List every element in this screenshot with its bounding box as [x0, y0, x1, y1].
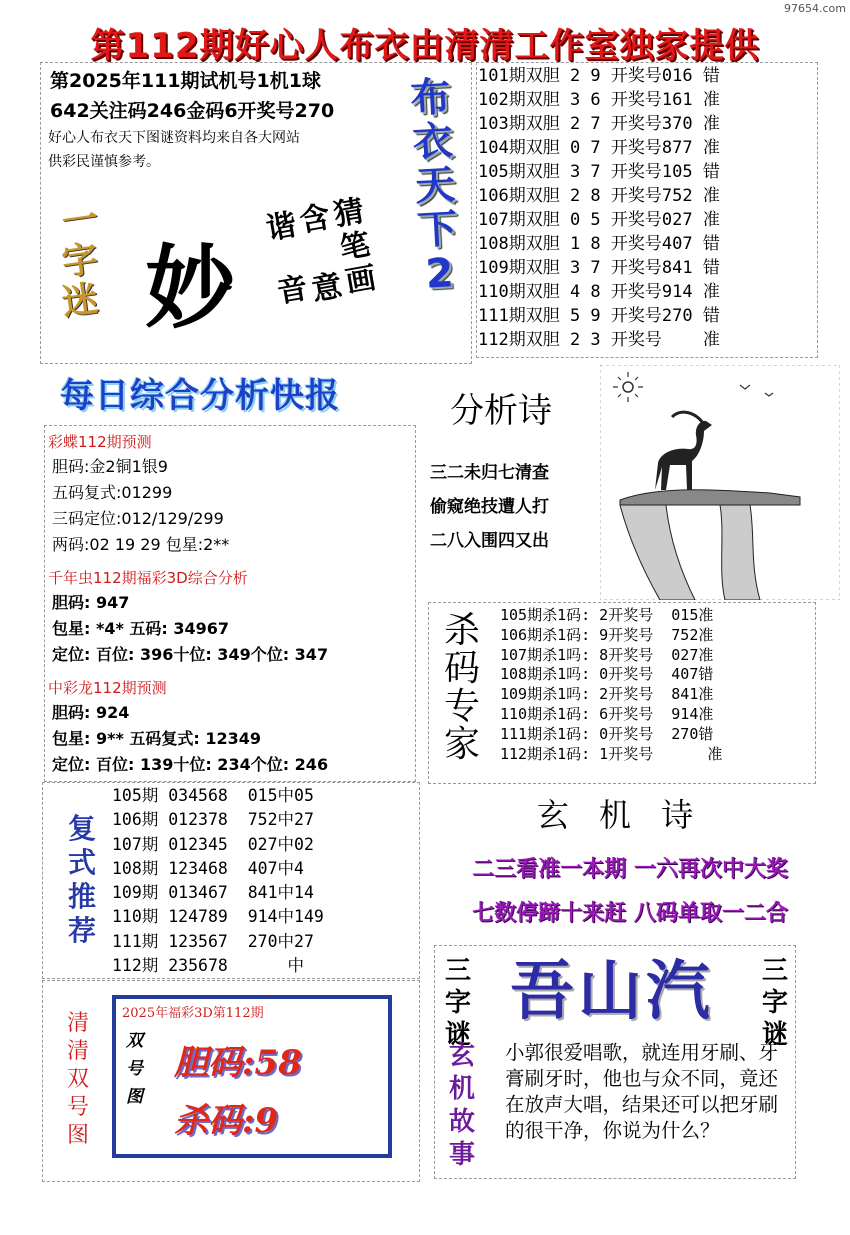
label-char: 双	[126, 1031, 143, 1051]
label-char: 机	[448, 1074, 475, 1104]
page-title: 第112期好心人布衣由清清工作室独家提供	[90, 26, 760, 66]
prediction-heading: 彩蝶112期预测	[48, 433, 152, 451]
kill-row: 108期杀1吗: 0开奖号 407错	[500, 665, 714, 684]
label-char: 清	[66, 1011, 89, 1036]
record-row: 101期双胆 2 9 开奖号016 错	[478, 66, 720, 86]
riddle-answer-char: 妙	[145, 235, 235, 341]
prediction-heading: 中彩龙112期预测	[48, 679, 167, 697]
record-row: 111期双胆 5 9 开奖号270 错	[478, 306, 720, 326]
kill-code-records	[500, 606, 810, 764]
record-row: 103期双胆 2 7 开奖号370 准	[478, 114, 720, 134]
kill-row: 109期杀1吗: 2开奖号 841准	[500, 685, 714, 704]
label-char: 图	[126, 1087, 143, 1107]
mystery-story-text: 小郭很爱唱歌，就连用牙刷、牙膏刷牙时，他也与众不同，竟还在放声大唱，结果还可以把牙刷的很干净，你说为什么？	[505, 1041, 779, 1142]
label-char: 号	[126, 1059, 143, 1079]
prediction-line: 胆码: 924	[52, 703, 130, 722]
kill-code: 杀码:9	[174, 1101, 279, 1141]
brand-char: 下	[416, 205, 459, 254]
poem-line: 偷窥绝技遭人打	[430, 497, 549, 517]
hint-char: 笔	[337, 227, 373, 267]
focus-code-line: 642关注码246金码6开奖号270	[50, 100, 335, 122]
brand-char: 衣	[411, 118, 454, 167]
label-char: 双	[66, 1067, 89, 1092]
dan-code: 胆码:58	[174, 1043, 302, 1083]
disclaimer-line-2: 供彩民谨慎参考。	[48, 154, 160, 170]
three-char-riddle-label-right	[755, 955, 795, 1051]
brand-char: 天	[413, 161, 457, 211]
label-char: 玄	[448, 1041, 475, 1071]
fushi-row: 111期 123567 270中27	[112, 931, 314, 951]
label-char: 图	[66, 1123, 89, 1148]
prediction-heading: 千年虫112期福彩3D综合分析	[48, 569, 248, 587]
xuanji-poem-line-1: 二三看准一本期 一六再次中大奖	[472, 857, 788, 882]
label-char: 式	[67, 846, 96, 879]
prediction-line: 胆码: 947	[52, 593, 130, 612]
prediction-block-zhongcailong	[48, 676, 408, 778]
prediction-line: 两码:02 19 29 包星:2**	[52, 535, 230, 554]
brand-char: 2	[424, 250, 455, 298]
prediction-line: 定位: 百位: 396十位: 349个位: 347	[52, 645, 329, 664]
double-number-chart-label	[60, 1010, 96, 1150]
site-watermark: 97654.com	[784, 2, 846, 15]
label-char: 字	[444, 988, 471, 1018]
hint-char: 音	[274, 270, 311, 311]
fushi-row: 110期 124789 914中149	[112, 907, 324, 927]
card-title: 2025年福彩3D第112期	[122, 1006, 264, 1021]
record-row: 107期双胆 0 5 开奖号027 准	[478, 210, 720, 230]
label-char: 谜	[444, 1020, 471, 1050]
record-row: 105期双胆 3 7 开奖号105 错	[478, 162, 720, 182]
goat-on-cliff-illustration	[600, 365, 840, 600]
prediction-block-qiannianchong	[48, 566, 408, 668]
fushi-records	[112, 784, 402, 978]
record-row: 112期双胆 2 3 开奖号 准	[478, 330, 720, 350]
prediction-line: 定位: 百位: 139十位: 234个位: 246	[52, 755, 329, 774]
record-row: 106期双胆 2 8 开奖号752 准	[478, 186, 720, 206]
double-dan-records	[478, 64, 813, 352]
fushi-row: 112期 235678 中	[112, 956, 304, 976]
xuanji-poem-title: 玄 机 诗	[536, 796, 704, 834]
prediction-line: 五码复式:01299	[52, 483, 173, 502]
kill-row: 112期杀1码: 1开奖号 准	[500, 744, 723, 763]
prediction-block-caidie	[48, 430, 408, 558]
prediction-line: 包星: 9** 五码复式: 12349	[52, 729, 262, 748]
label-char: 专	[443, 686, 480, 727]
label-char: 三	[761, 956, 788, 986]
prediction-line: 胆码:金2铜1银9	[52, 457, 168, 476]
hint-char: 画	[343, 260, 379, 301]
double-number-card	[112, 995, 392, 1158]
riddle-label-char: 一	[59, 198, 101, 244]
brand-vertical-title	[394, 74, 475, 297]
kill-row: 107期杀1吗: 8开奖号 027准	[500, 645, 714, 664]
poem-line: 二八入围四又出	[430, 531, 549, 551]
three-char-riddle-answer: 吾山汽	[510, 954, 714, 1029]
one-char-riddle-label	[59, 198, 122, 324]
label-char: 杀	[443, 610, 480, 651]
riddle-label-char: 字	[59, 238, 101, 284]
disclaimer-line-1: 好心人布衣天下图谜资料均来自各大网站	[48, 130, 300, 146]
brand-char: 布	[409, 74, 452, 123]
three-char-riddle-label-left	[438, 955, 478, 1051]
fushi-row: 106期 012378 752中27	[112, 810, 314, 830]
poem-line: 三二未归七清查	[430, 463, 549, 483]
record-row: 108期双胆 1 8 开奖号407 错	[478, 234, 720, 254]
record-row: 102期双胆 3 6 开奖号161 准	[478, 90, 720, 110]
card-side-label	[126, 1027, 150, 1111]
label-char: 三	[444, 956, 471, 986]
label-char: 故	[448, 1107, 475, 1137]
kill-row: 105期杀1码: 2开奖号 015准	[500, 606, 714, 624]
analysis-poem-title: 分析诗	[450, 391, 552, 431]
riddle-label-char: 迷	[59, 278, 101, 324]
label-char: 家	[443, 724, 480, 765]
label-char: 荐	[67, 914, 96, 947]
kill-row: 106期杀1码: 9开奖号 752准	[500, 625, 714, 644]
fushi-row: 105期 034568 015中05	[112, 786, 314, 805]
label-char: 推	[67, 880, 96, 913]
kill-code-expert-label	[432, 612, 492, 764]
label-char: 号	[66, 1095, 89, 1120]
daily-report-title: 每日综合分析快报	[60, 376, 340, 416]
prediction-line: 包星: *4* 五码: 34967	[52, 619, 230, 638]
label-char: 码	[443, 648, 480, 689]
label-char: 清	[66, 1039, 89, 1064]
xuanji-poem-line-2: 七数停蹄十来赶 八码单取一二合	[472, 901, 788, 926]
record-row: 109期双胆 3 7 开奖号841 错	[478, 258, 720, 278]
fushi-row: 109期 013467 841中14	[112, 883, 314, 903]
fushi-row: 108期 123468 407中4	[112, 858, 304, 878]
label-char: 谜	[761, 1020, 788, 1050]
hint-char: 意	[309, 268, 345, 309]
prediction-line: 三码定位:012/129/299	[52, 509, 224, 528]
mystery-story-label	[444, 1040, 480, 1172]
fushi-recommend-label	[62, 812, 102, 948]
hint-char: 含	[297, 199, 333, 240]
record-row: 110期双胆 4 8 开奖号914 准	[478, 282, 720, 302]
record-row: 104期双胆 0 7 开奖号877 准	[478, 138, 720, 158]
trial-number-line: 第2025年111期试机号1机1球	[50, 70, 321, 92]
label-char: 复	[67, 812, 96, 845]
kill-row: 111期杀1码: 0开奖号 270错	[500, 724, 714, 743]
hint-char: 谐	[263, 207, 300, 248]
label-char: 字	[761, 988, 788, 1018]
kill-row: 110期杀1码: 6开奖号 914准	[500, 704, 714, 723]
label-char: 事	[448, 1140, 475, 1170]
analysis-poem	[430, 456, 600, 558]
hint-char: 猜	[331, 193, 367, 234]
fushi-row: 107期 012345 027中02	[112, 834, 314, 854]
